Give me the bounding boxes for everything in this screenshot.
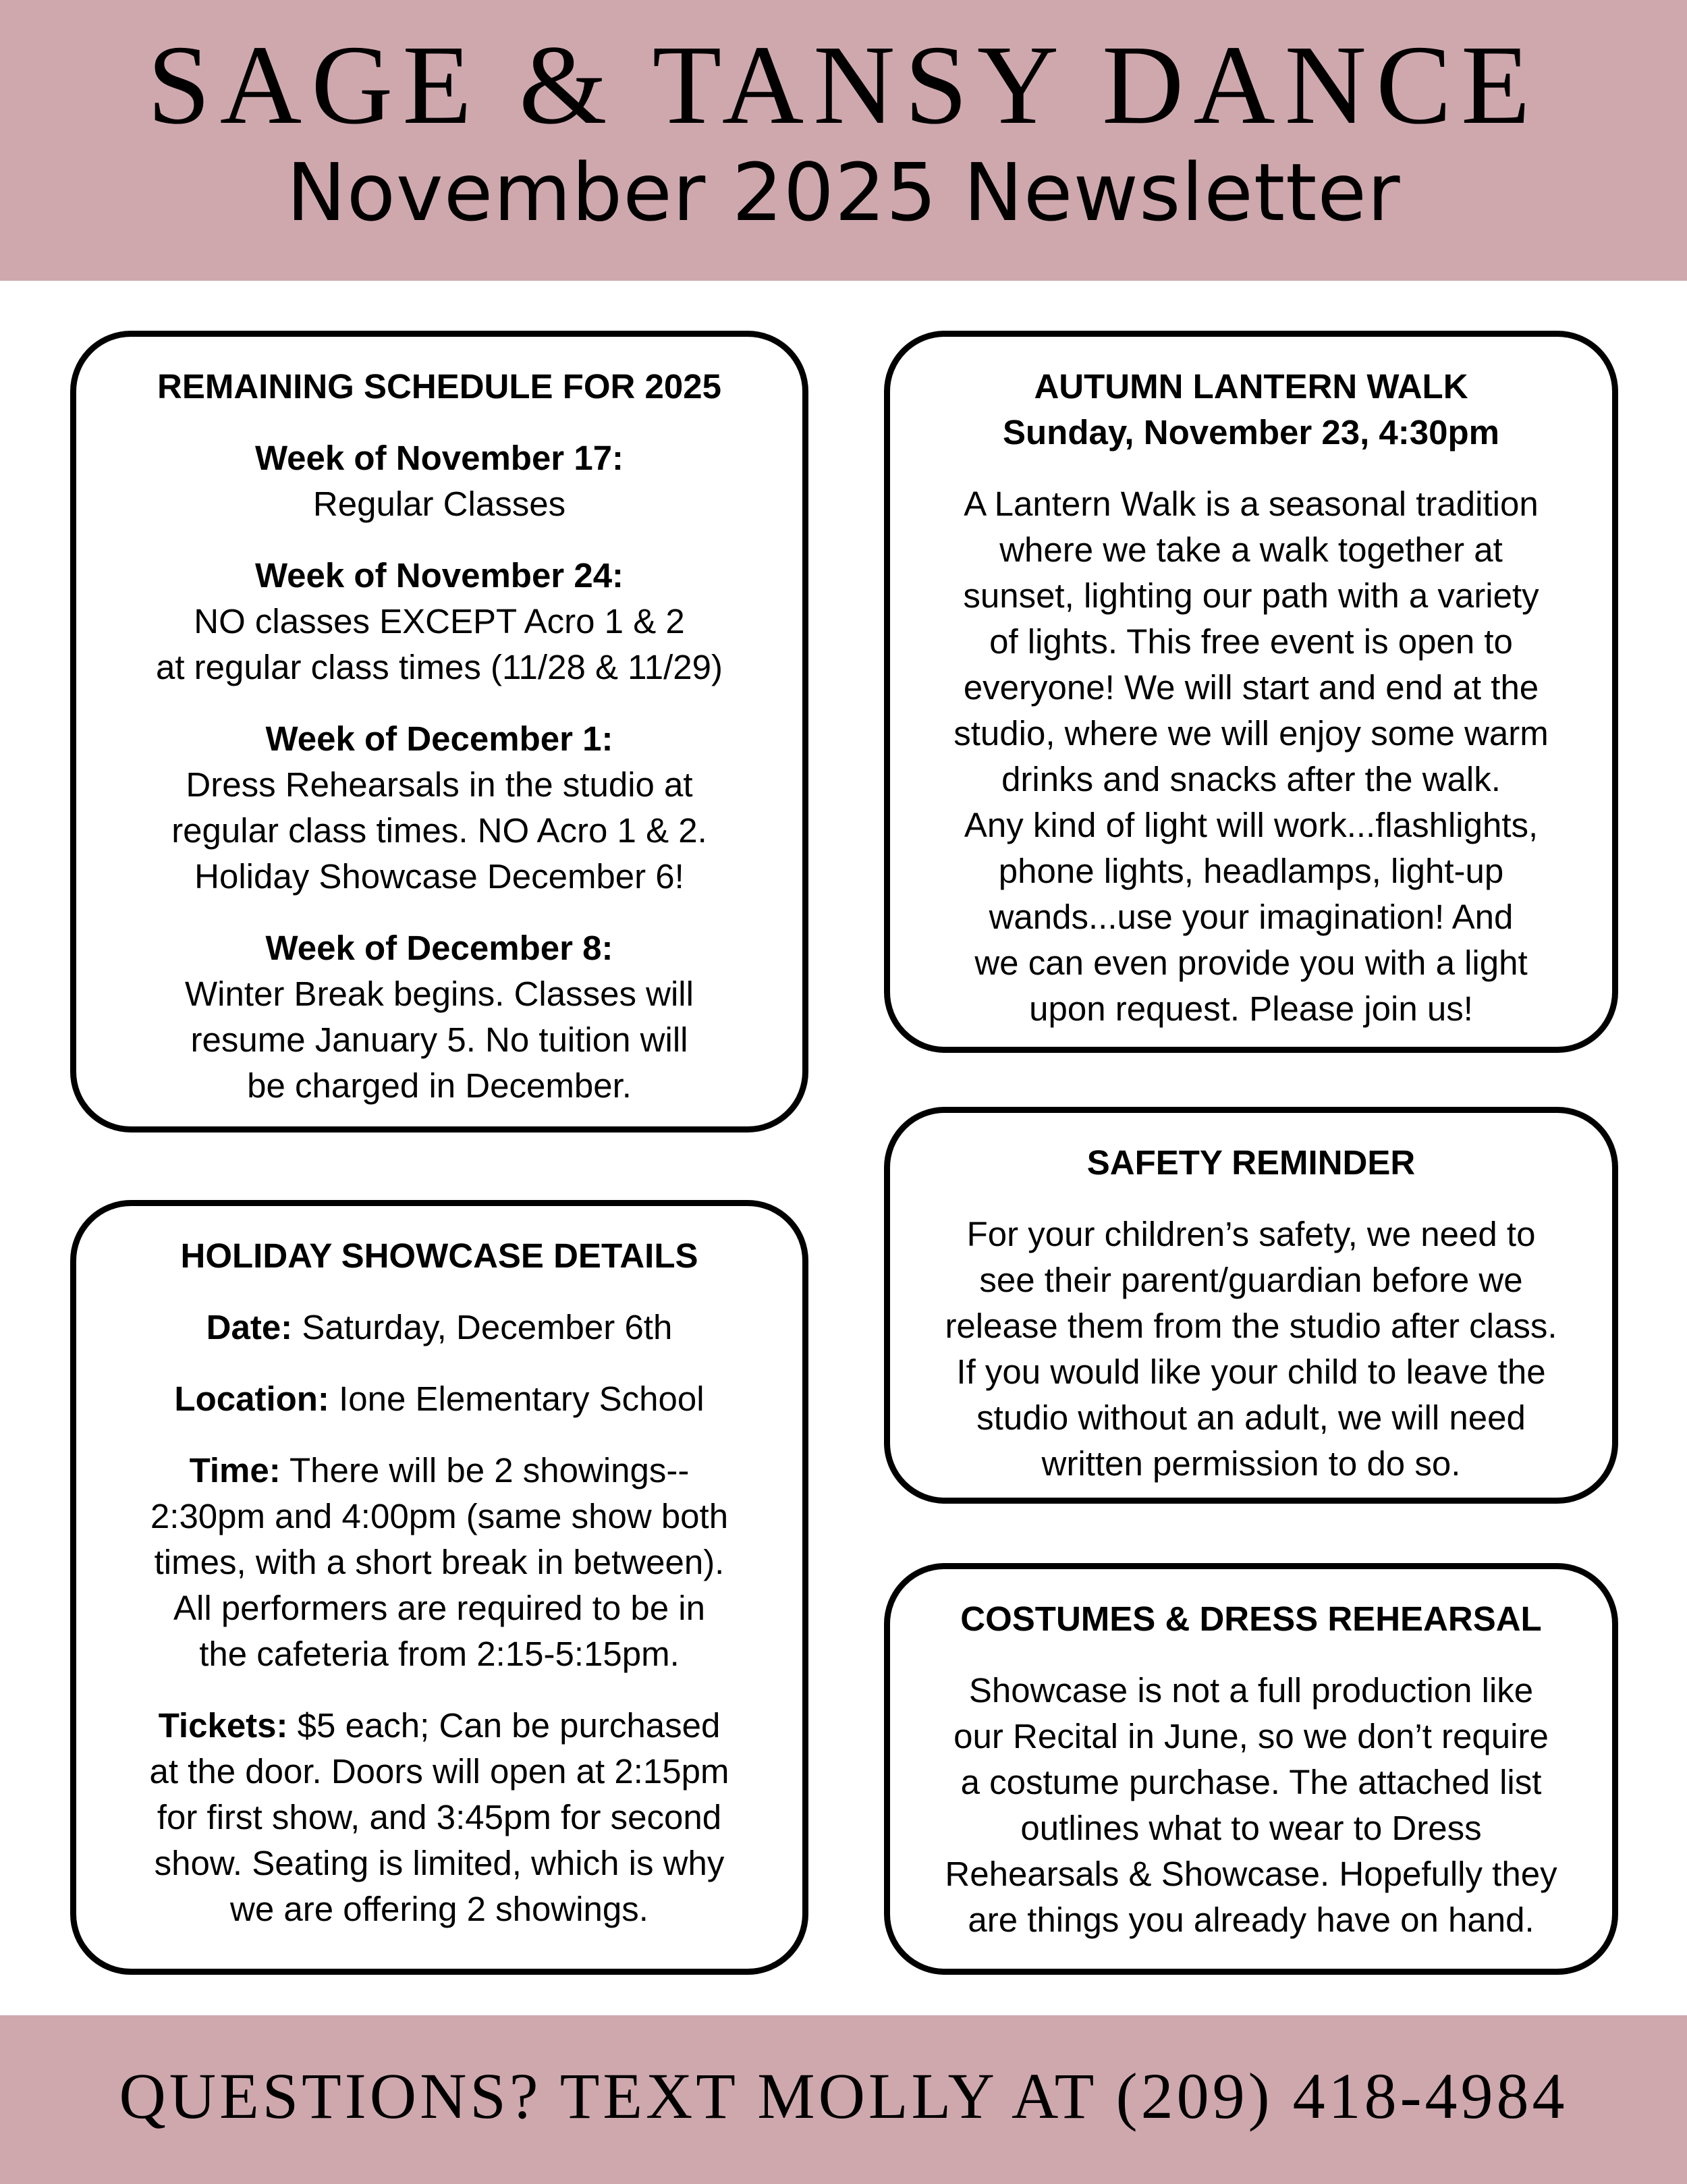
safety-heading: SAFETY REMINDER	[1086, 1143, 1416, 1182]
lantern-walk-box	[884, 331, 1618, 1053]
costume-heading: COSTUMES & DRESS REHEARSAL	[960, 1600, 1542, 1638]
body-line: at the door. Doors will open at 2:15pm	[149, 1752, 729, 1791]
showcase-tickets: Tickets: $5 each; Can be purchased	[158, 1706, 721, 1745]
week-line: Regular Classes	[312, 485, 566, 523]
body-line: times, with a short break in between).	[154, 1543, 725, 1581]
body-line: are things you already have on hand.	[968, 1901, 1534, 1939]
body-line: studio without an adult, we will need	[976, 1398, 1526, 1437]
body-line: show. Seating is limited, which is why	[154, 1844, 725, 1882]
body-line: wands...use your imagination! And	[989, 898, 1514, 936]
newsletter-subtitle: November 2025 Newsletter	[286, 146, 1401, 239]
schedule-heading: REMAINING SCHEDULE FOR 2025	[157, 367, 721, 406]
studio-title: SAGE & TANSY DANCE	[147, 22, 1540, 148]
body-line: Any kind of light will work...flashlights,	[964, 806, 1539, 844]
body-line: everyone! We will start and end at the	[963, 668, 1539, 707]
week-line: be charged in December.	[247, 1066, 632, 1105]
body-line: of lights. This free event is open to	[989, 622, 1513, 661]
costumes-box	[884, 1563, 1618, 1975]
costume-body	[906, 1668, 1596, 1943]
week-line: NO classes EXCEPT Acro 1 & 2	[194, 602, 685, 640]
showcase-details-box	[70, 1200, 808, 1975]
body-line: drinks and snacks after the walk.	[1001, 760, 1501, 798]
body-line: where we take a walk together at	[999, 530, 1503, 569]
week-line: Winter Break begins. Classes will	[185, 975, 694, 1013]
body-line: our Recital in June, so we don’t require	[953, 1717, 1549, 1755]
body-line: A Lantern Walk is a seasonal tradition	[964, 485, 1539, 523]
body-line: Showcase is not a full production like	[968, 1671, 1534, 1710]
showcase-date: Date: Saturday, December 6th	[206, 1308, 673, 1346]
week-label: Week of November 24:	[254, 556, 624, 595]
body-line: upon request. Please join us!	[1029, 989, 1473, 1028]
body-line: All performers are required to be in	[173, 1589, 706, 1627]
body-line: we can even provide you with a light	[974, 944, 1528, 982]
week-line: at regular class times (11/28 & 11/29)	[155, 648, 723, 686]
safety-body	[906, 1211, 1596, 1487]
body-line: outlines what to wear to Dress	[1020, 1809, 1482, 1847]
body-line: phone lights, headlamps, light-up	[998, 852, 1504, 890]
body-line: sunset, lighting our path with a variety	[963, 576, 1539, 615]
showcase-time: Time: There will be 2 showings--	[189, 1451, 690, 1490]
body-line: studio, where we will enjoy some warm	[953, 714, 1549, 753]
week-line: resume January 5. No tuition will	[190, 1020, 688, 1059]
showcase-heading: HOLIDAY SHOWCASE DETAILS	[180, 1236, 698, 1275]
body-line: we are offering 2 showings.	[230, 1890, 648, 1928]
body-line: For your children’s safety, we need to	[966, 1215, 1536, 1253]
schedule-box	[70, 331, 808, 1132]
lantern-body	[906, 481, 1596, 1032]
week-label: Week of December 1:	[265, 719, 613, 758]
body-line: for first show, and 3:45pm for second	[157, 1798, 722, 1836]
week-label: Week of November 17:	[254, 439, 624, 477]
body-line: release them from the studio after class.	[945, 1307, 1557, 1345]
week-label: Week of December 8:	[265, 929, 613, 967]
week-line: Holiday Showcase December 6!	[194, 857, 684, 896]
showcase-location: Location: Ione Elementary School	[174, 1380, 704, 1418]
body-line: written permission to do so.	[1041, 1444, 1461, 1483]
contact-line: QUESTIONS? TEXT MOLLY AT (209) 418-4984	[119, 2060, 1568, 2132]
week-line: regular class times. NO Acro 1 & 2.	[171, 811, 707, 850]
body-line: If you would like your child to leave the	[956, 1353, 1546, 1391]
body-line: see their parent/guardian before we	[979, 1261, 1523, 1299]
body-line: 2:30pm and 4:00pm (same show both	[150, 1497, 729, 1535]
body-line: Rehearsals & Showcase. Hopefully they	[945, 1855, 1557, 1893]
lantern-heading: AUTUMN LANTERN WALK	[1034, 367, 1468, 406]
week-line: Dress Rehearsals in the studio at	[186, 765, 693, 804]
body-line: the cafeteria from 2:15-5:15pm.	[199, 1635, 680, 1673]
lantern-date: Sunday, November 23, 4:30pm	[1003, 413, 1499, 452]
body-line: a costume purchase. The attached list	[960, 1763, 1542, 1801]
safety-reminder-box	[884, 1107, 1618, 1504]
